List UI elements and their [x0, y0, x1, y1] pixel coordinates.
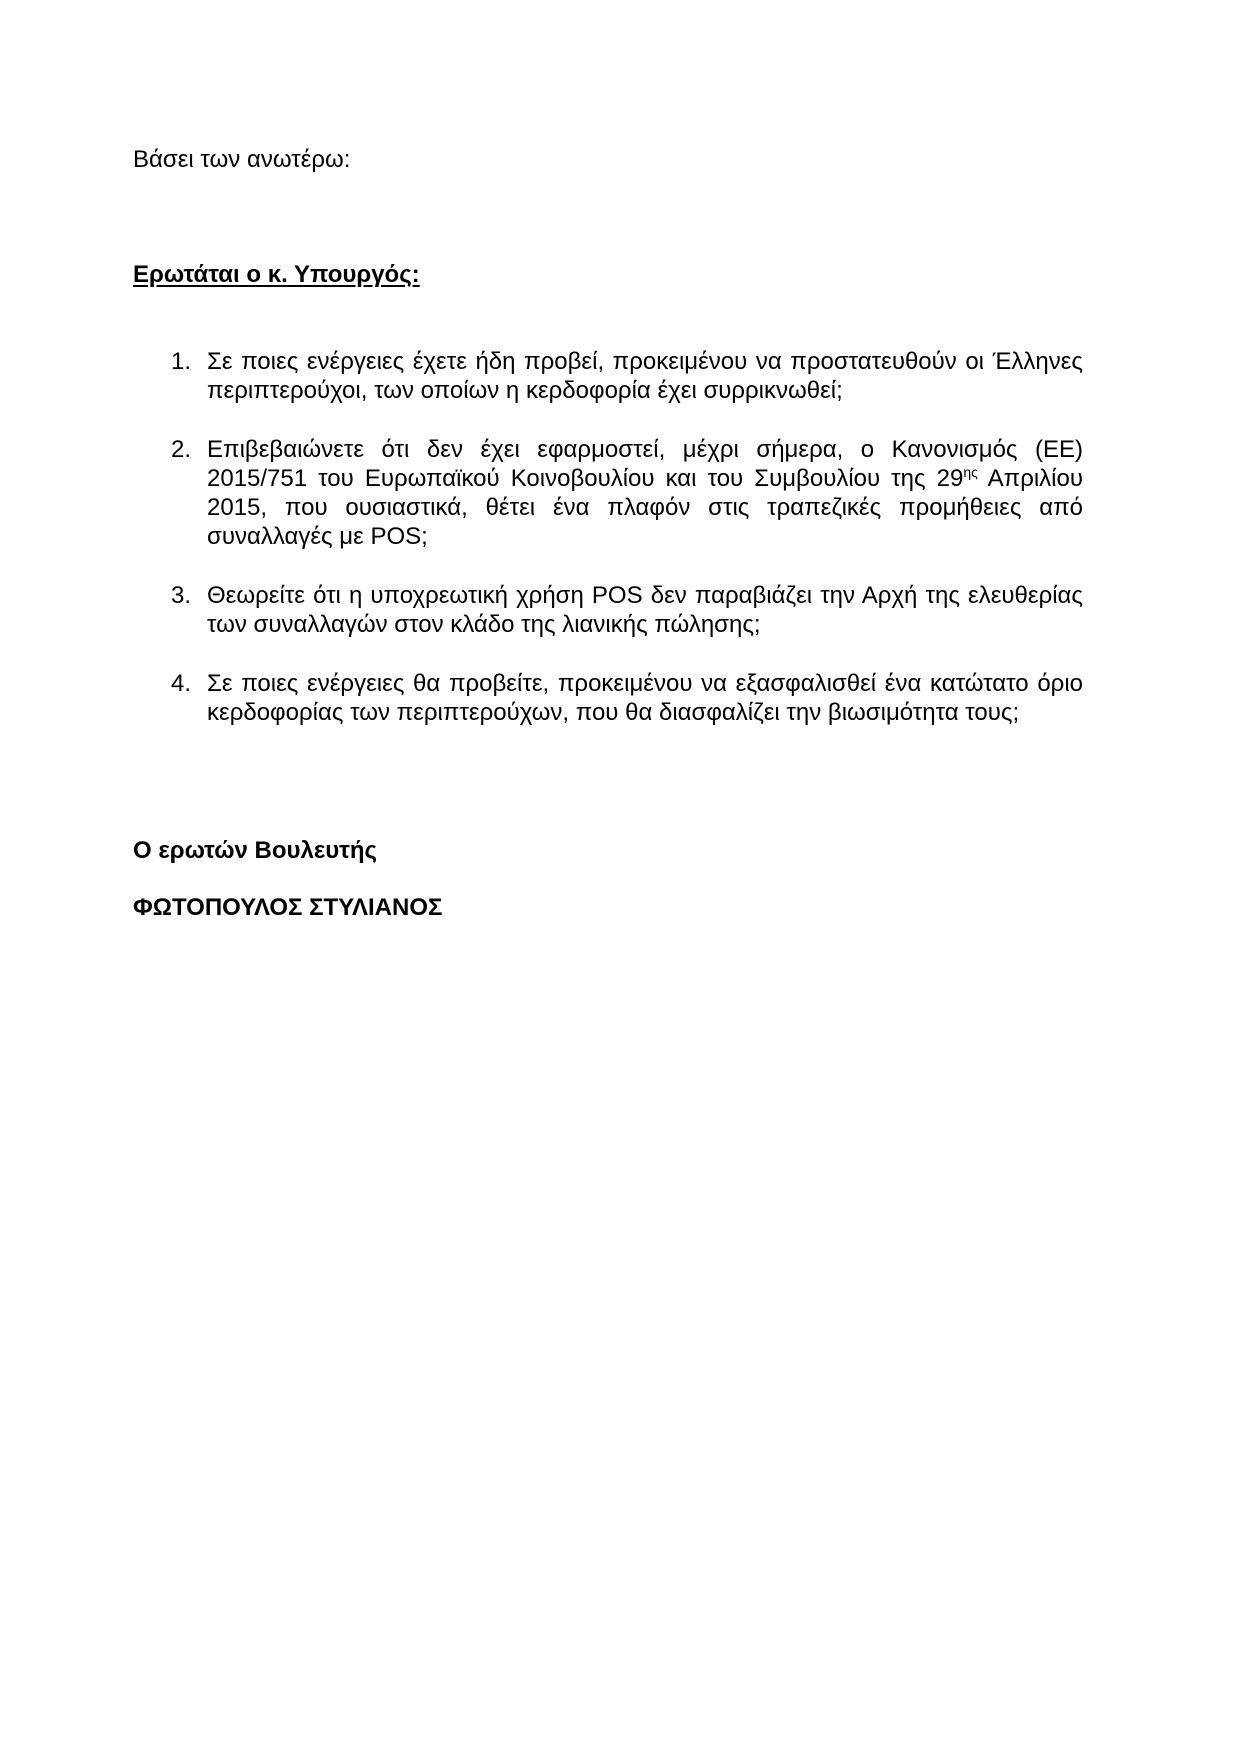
ordinal-superscript: ης	[963, 464, 978, 480]
question-text	[207, 435, 1083, 551]
questions-heading: Ερωτάται ο κ. Υπουργός:	[133, 261, 420, 288]
question-text-part: Απριλίου 2015, που ουσιαστικά, θέτει ένα πλαφόν στις τραπεζικές προμήθειες από συναλλαγές με POS;	[207, 465, 1083, 550]
question-item-1	[133, 347, 1083, 405]
question-number: 2.	[171, 436, 192, 463]
question-text: Σε ποιες ενέργειες θα προβείτε, προκειμένου να εξασφαλισθεί ένα κατώτατο όριο κερδοφορίας των περιπτερούχων, που θα διασφαλίζει την βιωσιμότητα τους;	[207, 670, 1083, 726]
question-text: Σε ποιες ενέργειες έχετε ήδη προβεί, προκειμένου να προστατευθούν οι Έλληνες περιπτερούχοι, των οποίων η κερδοφορία έχει συρρικνωθεί;	[207, 348, 1083, 404]
question-item-3	[133, 581, 1083, 639]
question-text-part: Επιβεβαιώνετε ότι δεν έχει εφαρμοστεί, μέχρι σήμερα, ο Κανονισμός (ΕΕ) 2015/751 του Ευρωπαϊκού Κοινοβουλίου και του Συμβουλίου της 29	[207, 436, 1083, 492]
intro-text: Βάσει των ανωτέρω:	[133, 146, 351, 173]
question-number: 1.	[171, 348, 192, 375]
signature-name: ΦΩΤΟΠΟΥΛΟΣ ΣΤΥΛΙΑΝΟΣ	[133, 894, 443, 921]
question-number: 3.	[171, 582, 192, 609]
question-text: Θεωρείτε ότι η υποχρεωτική χρήση POS δεν παραβιάζει την Αρχή της ελευθερίας των συναλλαγών στον κλάδο της λιανικής πώλησης;	[207, 582, 1083, 638]
signature-title: Ο ερωτών Βουλευτής	[133, 837, 378, 864]
question-item-2	[133, 435, 1083, 551]
question-item-4	[133, 669, 1083, 727]
question-number: 4.	[171, 670, 192, 697]
questions-list	[133, 347, 1083, 727]
